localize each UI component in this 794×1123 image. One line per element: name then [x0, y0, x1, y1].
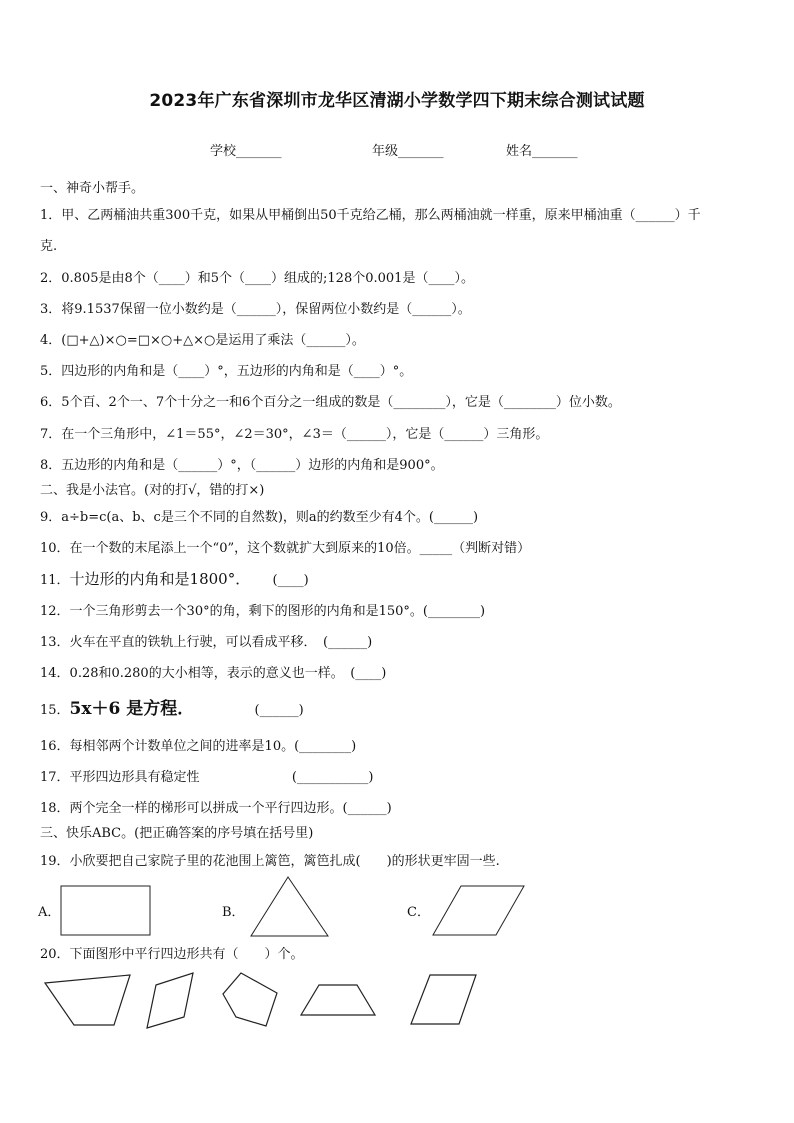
section-2-heading: 二、我是小法官。(对的打√，错的打×) [40, 483, 265, 498]
figure-2-parallelogram [146, 972, 196, 1030]
option-c-label: C． [407, 905, 430, 920]
name-field: 姓名_______ [506, 144, 578, 159]
question-15-text: 5x＋6 是方程． [69, 699, 195, 719]
question-11-text: 十边形的内角和是1800°． [69, 570, 251, 588]
question-13: 13．火车在平直的铁轨上行驶，可以看成平移． (______) [40, 635, 373, 650]
school-field: 学校_______ [210, 144, 282, 159]
option-a-rectangle [60, 885, 152, 937]
section-1-heading: 一、神奇小帮手。 [40, 181, 145, 196]
question-4: 4．(□+△)×○=□×○+△×○是运用了乘法（______）。 [40, 333, 365, 348]
figure-1-trapezoid [44, 974, 134, 1028]
question-10: 10．在一个数的末尾添上一个“0”，这个数就扩大到原来的10倍。_____（判断对错） [40, 541, 531, 556]
question-14: 14．0.28和0.280的大小相等，表示的意义也一样。 (____) [40, 666, 387, 681]
question-17 [40, 769, 373, 787]
question-20: 20．下面图形中平行四边形共有（ ）个。 [40, 947, 304, 962]
question-15-number: 15． [40, 703, 70, 718]
question-11-answer: (____) [272, 573, 309, 588]
question-12: 12．一个三角形剪去一个30°的角，剩下的图形的内角和是150°。(________) [40, 604, 486, 619]
page-title: 2023年广东省深圳市龙华区清湖小学数学四下期末综合测试试题 [149, 91, 645, 111]
question-15-answer: (______) [254, 703, 304, 718]
question-17-text: 17．平形四边形具有稳定性 [40, 770, 200, 785]
option-a-label: A． [38, 905, 61, 920]
question-15 [40, 700, 304, 720]
question-18: 18．两个完全一样的梯形可以拼成一个平行四边形。(______) [40, 801, 392, 816]
question-5: 5．四边形的内角和是（____）°，五边形的内角和是（____）°。 [40, 364, 413, 379]
question-2: 2．0.805是由8个（____）和5个（____）组成的;128个0.001是（____）。 [40, 271, 474, 286]
question-3: 3．将9.1537保留一位小数约是（______），保留两位小数约是（______）。 [40, 302, 471, 317]
section-3-heading: 三、快乐ABC。(把正确答案的序号填在括号里) [40, 826, 314, 841]
figure-5-parallelogram [410, 974, 478, 1026]
figure-3-pentagon [222, 972, 282, 1028]
question-9: 9．a÷b=c(a、b、c是三个不同的自然数)，则a的约数至少有4个。(______) [40, 510, 479, 525]
question-1-line1: 1．甲、乙两桶油共重300千克，如果从甲桶倒出50千克给乙桶，那么两桶油就一样重，原来甲桶油重（______）千 [40, 208, 701, 223]
question-7: 7．在一个三角形中，∠1＝55°，∠2＝30°，∠3＝（______），它是（______）三角形。 [40, 427, 549, 442]
figure-4-trapezoid [300, 984, 378, 1018]
question-19: 19．小欣要把自己家院子里的花池围上篱笆，篱笆扎成( )的形状更牢固一些. [40, 854, 500, 869]
question-8: 8．五边形的内角和是（______）°，（______）边形的内角和是900°。 [40, 458, 444, 473]
question-17-answer: (___________) [291, 770, 374, 785]
option-b-label: B． [222, 905, 245, 920]
question-16: 16．每相邻两个计数单位之间的进率是10。(________) [40, 739, 357, 754]
option-c-parallelogram [432, 885, 526, 937]
option-b-triangle [250, 876, 330, 938]
question-6: 6．5个百、2个一、7个十分之一和6个百分之一组成的数是（________），它是（________）位小数。 [40, 395, 621, 410]
grade-field: 年级_______ [372, 144, 444, 159]
question-11-number: 11． [40, 573, 70, 588]
question-11 [40, 570, 309, 590]
question-1-line2: 克. [40, 239, 58, 254]
